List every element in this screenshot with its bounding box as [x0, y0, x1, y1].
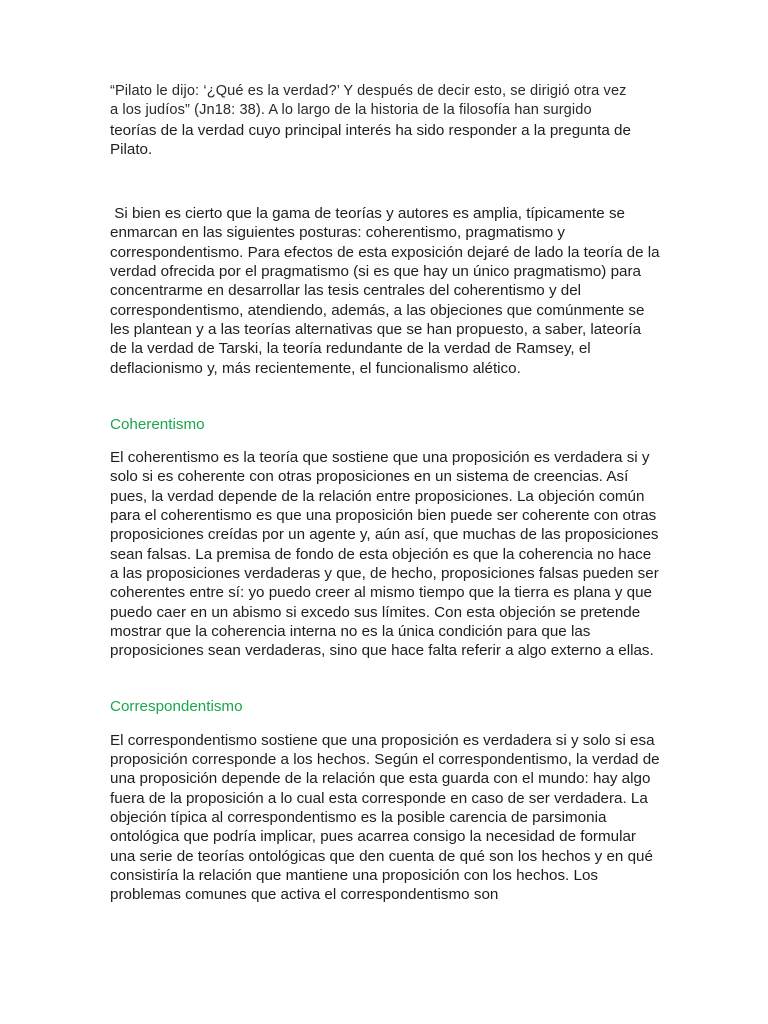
intro-quote-line-1: “Pilato le dijo: ‘¿Qué es la verdad?’ Y después de decir esto, se dirigió otra vez — [110, 83, 627, 99]
intro-paragraph — [110, 82, 660, 159]
intro-rest: teorías de la verdad cuyo principal interés ha sido responder a la pregunta de Pilato. — [110, 121, 631, 158]
overview-paragraph: Si bien es cierto que la gama de teorías y autores es amplia, típicamente se enmarcan en las siguientes posturas: coherentismo, pragmatismo y correspondentismo. Para efectos de esta exposición dejaré de lado la teoría de la verdad ofrecida por el pragmatismo (si es que hay un único pragmatismo) para concentrarme en desarrollar las tesis centrales del coherentismo y del correspondentismo, atendiendo, además, a las objeciones que comúnmente se les plantean y a las teorías alternativas que se han propuesto, a saber, lateoría de la verdad de Tarski, la teoría redundante de la verdad de Ramsey, el deflacionismo y, más recientemente, el funcionalismo alético. — [110, 205, 664, 377]
section-heading-coherentismo: Coherentismo — [110, 415, 205, 433]
spacer — [110, 378, 660, 415]
spacer — [110, 717, 660, 731]
spacer — [110, 660, 660, 697]
section-heading-correspondentismo: Correspondentismo — [110, 698, 243, 716]
spacer — [110, 159, 660, 204]
section-body-correspondentismo: El correspondentismo sostiene que una proposición es verdadera si y solo si esa proposición corresponde a los hechos. Según el correspondentismo, la verdad de una proposición depende de la relación que esta guarda con el mundo: hay algo fuera de la proposición a lo cual esta corresponde en caso de ser verdadera. La objeción típica al correspondentismo es la posible carencia de parsimonia ontológica que podría implicar, pues acarrea consigo la necesidad de formular una serie de teorías ontológicas que den cuenta de qué son los hechos y en qué consistiría la relación que mantiene una proposición con los hechos. Los problemas comunes que activa el correspondentismo son — [110, 731, 660, 904]
spacer — [110, 434, 660, 448]
document-page — [110, 82, 664, 904]
section-body-coherentismo: El coherentismo es la teoría que sostiene que una proposición es verdadera si y solo si es coherente con otras proposiciones en un sistema de creencias. Así pues, la verdad depende de la relación entre proposiciones. La objeción común para el coherentismo es que una proposición bien puede ser coherente con otras proposiciones creídas por un agente y, aún así, que muchas de las proposiciones sean falsas. La premisa de fondo de esta objeción es que la coherencia no hace a las proposiciones verdaderas y que, de hecho, proposiciones falsas pueden ser coherentes entre sí: yo puedo creer al mismo tiempo que la tierra es plana y que puedo caer en un abismo si excedo sus límites. Con esta objeción se pretende mostrar que la coherencia interna no es la única condición para que las proposiciones sean verdaderas, sino que hace falta referir a algo externo a ellas. — [110, 449, 659, 660]
intro-quote-line-2: a los judíos” (Jn18: 38). A lo largo de la historia de la filosofía han surgido — [110, 102, 592, 119]
